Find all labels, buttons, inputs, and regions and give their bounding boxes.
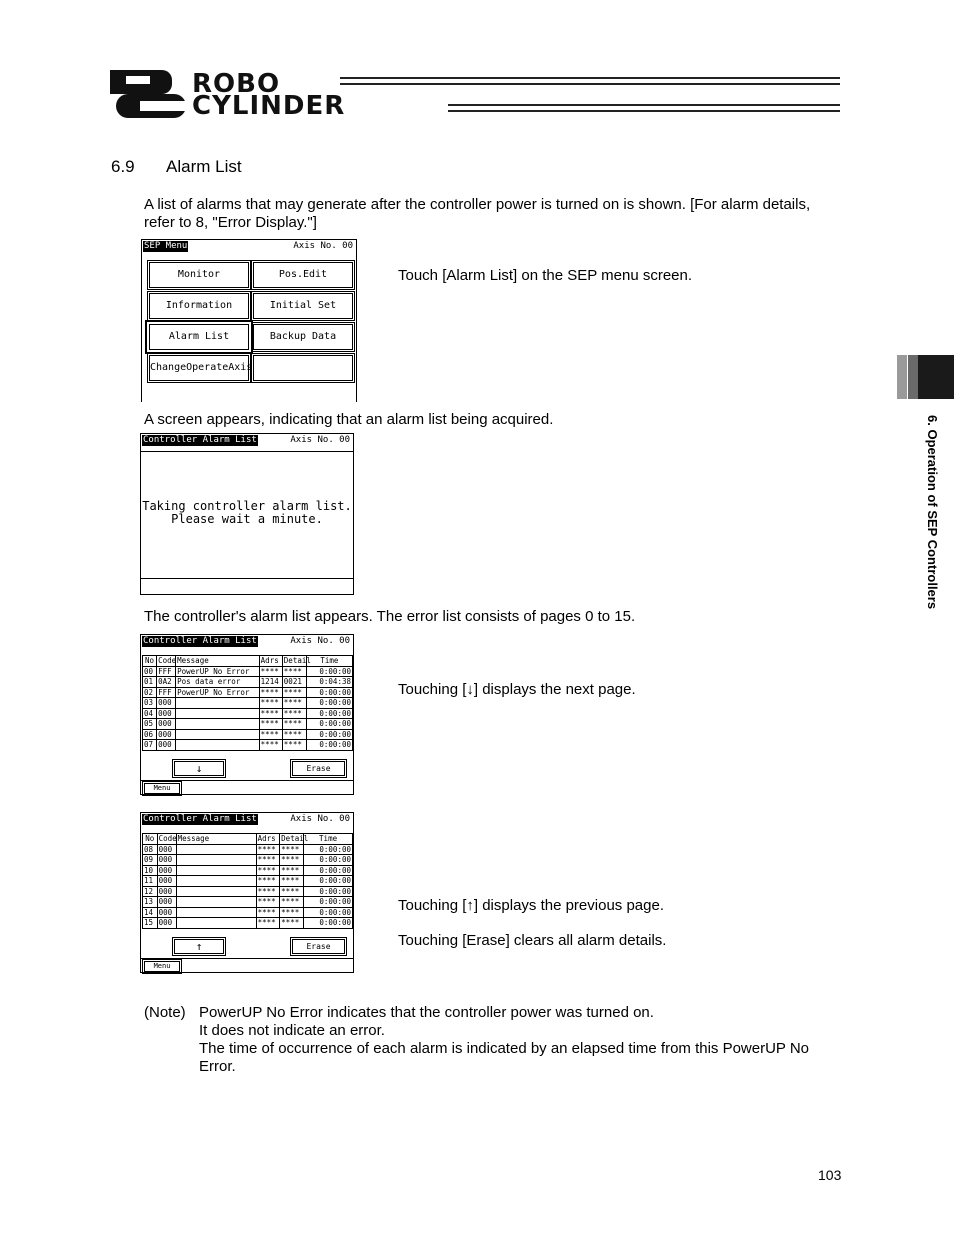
table-cell: Detail — [283, 656, 311, 665]
menu-button[interactable]: Menu — [144, 783, 180, 794]
table-cell: 0:04:38 — [306, 677, 352, 688]
table-cell: 0:00:00 — [306, 666, 352, 677]
table-cell: 05 — [143, 719, 157, 730]
step3-note: Touching [↓] displays the next page. — [398, 681, 636, 698]
table-cell: 0:00:00 — [304, 897, 353, 908]
table-cell: 0:00:00 — [304, 886, 353, 897]
section-title: Alarm List — [166, 157, 242, 176]
note-line: PowerUP No Error indicates that the controller power was turned on. — [199, 1004, 654, 1021]
table-cell: 000 — [157, 740, 176, 751]
table-row — [143, 918, 353, 929]
menu-button[interactable]: Menu — [144, 961, 180, 972]
table-cell: 11 — [143, 876, 158, 887]
table-cell: 10 — [143, 865, 158, 876]
table-cell — [176, 719, 260, 730]
sep-menu-screen — [141, 239, 357, 402]
table-cell: **** — [280, 876, 304, 887]
table-cell: FFF — [157, 687, 176, 698]
table-cell: **** — [259, 708, 282, 719]
intro-paragraph: A list of alarms that may generate after the controller power is turned on is shown. [For alarm details, refer to 8, "Error Display."] — [144, 196, 811, 231]
table-cell: **** — [280, 844, 304, 855]
table-cell: **** — [256, 897, 280, 908]
table-cell: 09 — [143, 855, 158, 866]
table-cell: **** — [282, 740, 306, 751]
screen-title: Controller Alarm List — [143, 435, 257, 445]
table-row — [143, 677, 353, 688]
table-cell: **** — [280, 886, 304, 897]
axis-number: Axis No. 00 — [290, 636, 350, 646]
table-cell: 000 — [157, 729, 176, 740]
axis-number: Axis No. 00 — [290, 435, 350, 445]
table-cell: 0:00:00 — [306, 719, 352, 730]
table-cell: 0:00:00 — [306, 687, 352, 698]
erase-button[interactable]: Erase — [292, 939, 345, 954]
table-cell: **** — [282, 708, 306, 719]
alarm-table — [142, 655, 353, 751]
axis-number: Axis No. 00 — [293, 241, 353, 251]
step4-note2: Touching [Erase] clears all alarm details. — [398, 932, 667, 949]
table-cell: Message — [176, 834, 256, 845]
table-row — [143, 876, 353, 887]
table-cell: Time — [306, 656, 352, 667]
table-cell: Code — [158, 834, 177, 843]
table-cell: **** — [259, 698, 282, 709]
erase-button[interactable]: Erase — [292, 761, 345, 776]
chapter-tab — [918, 355, 954, 399]
table-row — [143, 666, 353, 677]
next-page-button[interactable]: ↓ — [174, 761, 224, 776]
table-cell: 1214 — [259, 677, 282, 688]
backup-data-button[interactable]: Backup Data — [253, 324, 353, 350]
monitor-button[interactable]: Monitor — [149, 262, 249, 288]
table-cell: 0:00:00 — [304, 876, 353, 887]
table-cell: PowerUP No Error — [176, 687, 260, 698]
table-cell: Pos data error — [176, 677, 260, 688]
table-row — [143, 708, 353, 719]
table-cell — [176, 708, 260, 719]
note-label: (Note) — [144, 1004, 186, 1021]
table-cell: **** — [256, 886, 280, 897]
step2-caption: A screen appears, indicating that an alarm list being acquired. — [144, 411, 554, 428]
table-cell: 0:00:00 — [306, 740, 352, 751]
section-number: 6.9 — [111, 157, 135, 176]
table-header — [143, 656, 353, 667]
table-cell: 0:00:00 — [304, 855, 353, 866]
table-cell — [176, 698, 260, 709]
table-cell: FFF — [157, 666, 176, 677]
wait-message-line2: Please wait a minute. — [171, 512, 323, 526]
table-cell: 000 — [157, 719, 176, 730]
table-row — [143, 729, 353, 740]
table-cell: 0:00:00 — [306, 698, 352, 709]
table-row — [143, 687, 353, 698]
table-cell: No — [143, 656, 157, 667]
table-cell: 0:00:00 — [306, 708, 352, 719]
table-cell: 0:00:00 — [306, 729, 352, 740]
table-cell: 0A2 — [157, 677, 176, 688]
table-cell: 0:00:00 — [304, 918, 353, 929]
table-cell: **** — [282, 666, 306, 677]
table-cell — [176, 729, 260, 740]
table-cell — [176, 855, 256, 866]
table-cell: Detail — [281, 834, 309, 843]
table-cell — [176, 865, 256, 876]
table-row — [143, 740, 353, 751]
logo-word-top: ROBO — [192, 69, 281, 99]
table-cell: **** — [280, 865, 304, 876]
table-row — [143, 855, 353, 866]
axis-number: Axis No. 00 — [290, 814, 350, 824]
table-cell: 000 — [157, 897, 176, 908]
step1-caption: Touch [Alarm List] on the SEP menu screen. — [398, 267, 693, 284]
table-cell: 07 — [143, 740, 157, 751]
note-line: It does not indicate an error. — [199, 1022, 385, 1039]
logo-word-bottom: CYLINDER — [192, 91, 346, 121]
screen-title: Controller Alarm List — [143, 636, 257, 646]
table-cell: 12 — [143, 886, 158, 897]
table-cell: 000 — [157, 907, 176, 918]
table-cell: **** — [256, 918, 280, 929]
table-row — [143, 865, 353, 876]
table-cell: Code — [158, 656, 177, 665]
table-cell: 01 — [143, 677, 157, 688]
note-body — [199, 1004, 844, 1076]
table-cell: **** — [280, 897, 304, 908]
table-cell: 000 — [157, 886, 176, 897]
table-row — [143, 897, 353, 908]
table-cell — [176, 876, 256, 887]
wait-message-line1: Taking controller alarm list. — [142, 499, 352, 513]
header-rule — [448, 104, 840, 106]
chapter-tab-shade — [897, 355, 907, 399]
table-cell: 0:00:00 — [304, 907, 353, 918]
step4-note1: Touching [↑] displays the previous page. — [398, 897, 664, 914]
table-cell: **** — [259, 666, 282, 677]
table-cell — [176, 897, 256, 908]
table-cell: **** — [259, 687, 282, 698]
table-cell: **** — [259, 719, 282, 730]
table-cell: **** — [256, 865, 280, 876]
table-cell: Adrs — [259, 656, 282, 667]
information-button[interactable]: Information — [149, 293, 249, 319]
table-cell: 000 — [157, 708, 176, 719]
table-cell: 000 — [157, 876, 176, 887]
alarm-list-screen-page0 — [140, 634, 354, 795]
table-cell — [176, 918, 256, 929]
previous-page-button[interactable]: ↑ — [174, 939, 224, 954]
table-row — [143, 886, 353, 897]
table-cell: PowerUP No Error — [176, 666, 260, 677]
table-cell: No — [143, 834, 158, 845]
acquiring-screen — [140, 433, 354, 595]
table-cell: Adrs — [256, 834, 280, 845]
table-cell: **** — [282, 729, 306, 740]
table-cell — [176, 844, 256, 855]
table-header — [143, 834, 353, 845]
table-cell: **** — [282, 687, 306, 698]
table-cell: **** — [282, 719, 306, 730]
table-cell: **** — [282, 698, 306, 709]
table-cell: 15 — [143, 918, 158, 929]
table-cell: 06 — [143, 729, 157, 740]
table-row — [143, 844, 353, 855]
alarm-table — [142, 833, 353, 929]
table-cell: 13 — [143, 897, 158, 908]
table-cell: Message — [176, 656, 260, 667]
pos-edit-button[interactable]: Pos.Edit — [253, 262, 353, 288]
screen-title: SEP Menu — [144, 241, 188, 251]
table-cell: 0021 — [282, 677, 306, 688]
table-cell: Time — [304, 834, 353, 845]
note-line: The time of occurrence of each alarm is indicated by an elapsed time from this PowerUP No Error. — [199, 1040, 810, 1075]
header-rule — [340, 83, 840, 85]
header-rule — [448, 110, 840, 112]
table-cell: **** — [259, 729, 282, 740]
table-row — [143, 907, 353, 918]
chapter-label: 6. Operation of SEP Controllers — [925, 415, 940, 610]
initial-set-button[interactable]: Initial Set — [253, 293, 353, 319]
table-cell: 04 — [143, 708, 157, 719]
table-cell: 000 — [157, 844, 176, 855]
table-row — [143, 719, 353, 730]
step3-caption: The controller's alarm list appears. The error list consists of pages 0 to 15. — [144, 608, 636, 625]
table-cell: 000 — [157, 698, 176, 709]
table-cell: 0:00:00 — [304, 865, 353, 876]
rc-logo-mark — [110, 70, 186, 118]
alarm-list-button[interactable]: Alarm List — [149, 324, 249, 350]
table-cell — [176, 740, 260, 751]
table-cell: **** — [280, 918, 304, 929]
table-cell: 00 — [143, 666, 157, 677]
table-cell — [176, 907, 256, 918]
table-cell: **** — [259, 740, 282, 751]
table-cell: **** — [256, 844, 280, 855]
table-cell: 02 — [143, 687, 157, 698]
page-number: 103 — [818, 1167, 842, 1183]
table-cell — [176, 886, 256, 897]
change-operate-axis-button[interactable]: ChangeOperateAxis — [149, 355, 249, 381]
blank-button[interactable] — [253, 355, 353, 381]
table-cell: 000 — [157, 855, 176, 866]
table-cell: 14 — [143, 907, 158, 918]
table-row — [143, 698, 353, 709]
screen-title: Controller Alarm List — [143, 814, 257, 824]
table-cell: **** — [256, 907, 280, 918]
table-cell: **** — [256, 876, 280, 887]
table-cell: 03 — [143, 698, 157, 709]
alarm-list-screen-page1 — [140, 812, 354, 973]
chapter-tab-shade — [908, 355, 918, 399]
table-cell: **** — [256, 855, 280, 866]
table-cell: **** — [280, 907, 304, 918]
table-cell: 000 — [157, 865, 176, 876]
header-rule — [340, 77, 840, 79]
table-cell: 0:00:00 — [304, 844, 353, 855]
table-cell: 08 — [143, 844, 158, 855]
table-cell: 000 — [157, 918, 176, 929]
table-cell: **** — [280, 855, 304, 866]
